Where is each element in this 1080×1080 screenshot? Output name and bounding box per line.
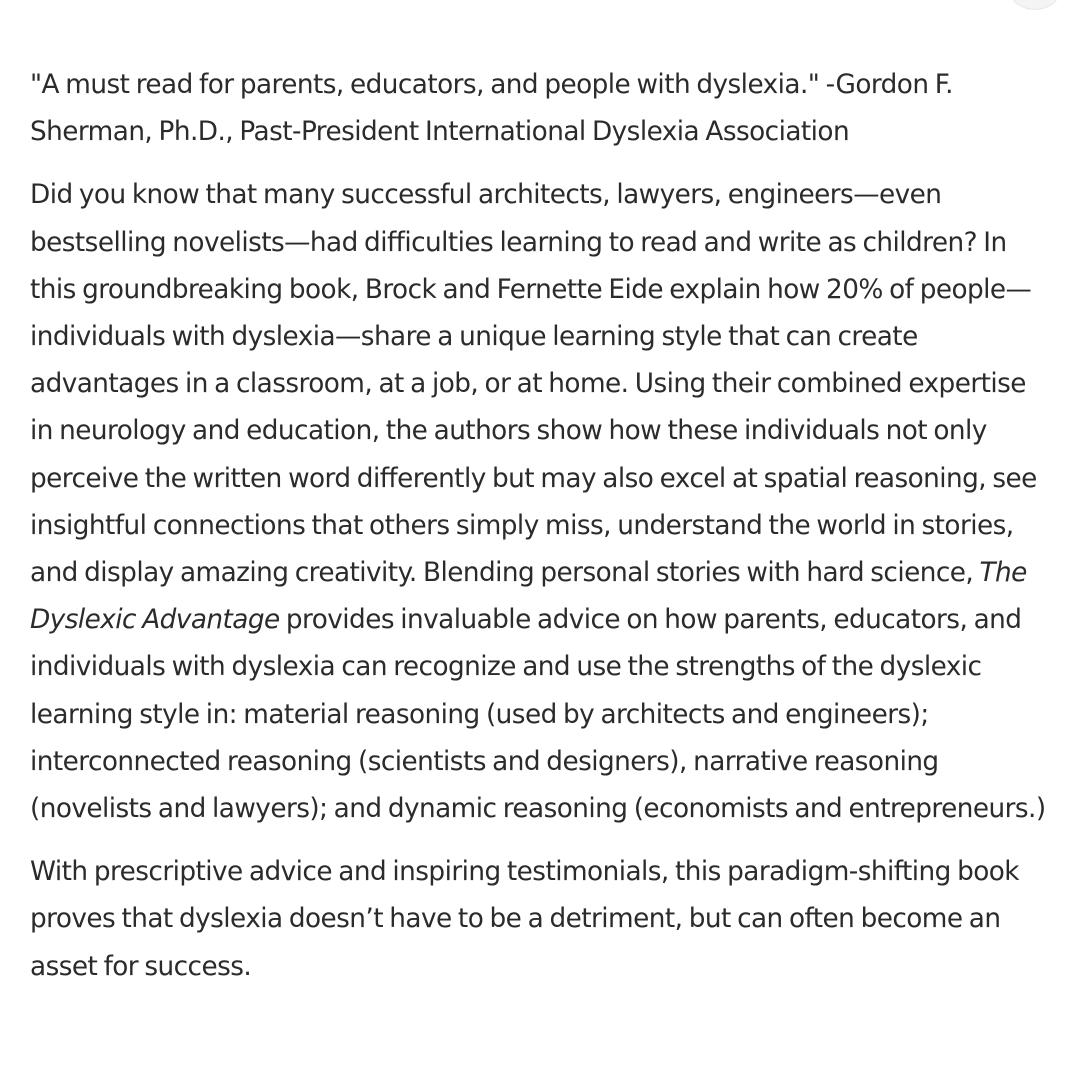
book-title: The Dyslexic Advantage [30,558,1027,636]
description-body [30,172,1050,833]
description-body-start: Did you know that many successful architects, lawyers, engineers—even bestselling novelists—had difficulties learning to read and write as children? In this groundbreaking book, Brock and Fernette Eide explain how 20% of people—individuals with dyslexia—share a unique learning style that can create advantages in a classroom, at a job, or at home. Using their combined expertise in neurology and education, the authors show how these individuals not only perceive the written word differently but may also excel at spatial reasoning, see insightful connections that others simply miss, understand the world in stories, and display amazing creativity. Blending personal stories with hard science, [30,180,1037,589]
endorsement-quote: "A must read for parents, educators, and people with dyslexia." -Gordon F. Sherman, Ph.D., Past-President International Dyslexia Association [30,70,953,148]
description-body-end: provides invaluable advice on how parents, educators, and individuals with dyslexia can recognize and use the strengths of the dyslexic learning style in: material reasoning (used by architects and engineers); interconnected reasoning (scientists and designers), narrative reasoning (novelists and lawyers); and dynamic reasoning (economists and entrepreneurs.) [30,605,1046,825]
closing-paragraph: With prescriptive advice and inspiring testimonials, this paradigm-shifting book proves that dyslexia doesn’t have to be a detriment, but can often become an asset for success. [30,857,1019,982]
top-right-corner-button[interactable] [1010,0,1060,10]
